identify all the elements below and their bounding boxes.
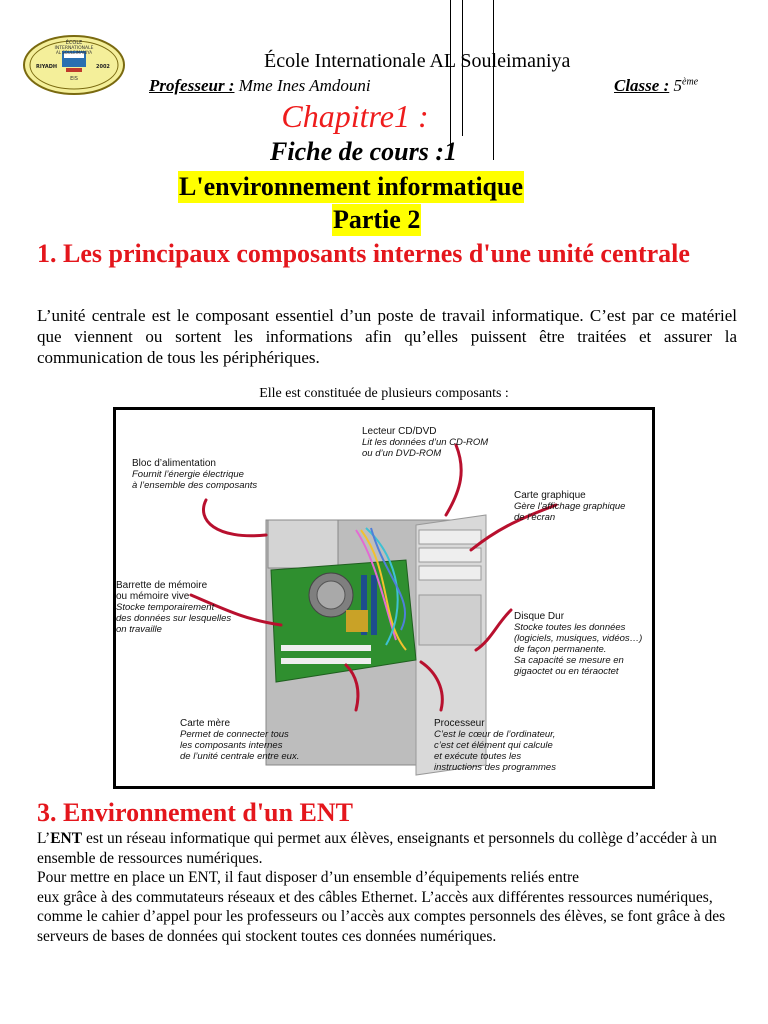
label-carte-graphique bbox=[514, 490, 625, 523]
fiche-title: Fiche de cours :1 bbox=[270, 137, 458, 166]
label-disque-line: (logiciels, musiques, vidéos…) bbox=[514, 633, 643, 644]
label-processeur-title: Processeur bbox=[434, 718, 485, 729]
label-processeur-line: et exécute toutes les bbox=[434, 751, 522, 762]
section3-ent-bold: ENT bbox=[50, 830, 83, 847]
section1-heading: 1. Les principaux composants internes d'une unité centrale bbox=[37, 239, 690, 268]
label-carte-mere-line: Permet de connecter tous bbox=[180, 729, 289, 740]
environment-title: L'environnement informatique bbox=[179, 172, 524, 201]
label-barrette-line: des données sur lesquelles bbox=[116, 613, 232, 624]
section3-line1: Pour mettre en place un ENT, il faut disposer d’un ensemble d’équipements reliés entre bbox=[37, 869, 580, 886]
label-bloc-line: à l’ensemble des composants bbox=[132, 480, 258, 491]
logo-text-5: EIS bbox=[70, 76, 78, 82]
label-barrette-line: Stocke temporairement bbox=[116, 602, 215, 613]
professor-label: Professeur : bbox=[149, 76, 235, 95]
label-barrette-line: on travaille bbox=[116, 624, 162, 635]
label-barrette-title2: ou mémoire vive bbox=[116, 591, 190, 602]
label-disque-line: de façon permanente. bbox=[514, 644, 607, 655]
label-processeur-line: instructions des programmes bbox=[434, 762, 556, 773]
label-lecteur bbox=[362, 426, 488, 459]
label-processeur-line: c’est cet élément qui calcule bbox=[434, 740, 553, 751]
label-disque-title: Disque Dur bbox=[514, 611, 565, 622]
label-carte-mere-line: de l’unité centrale entre eux. bbox=[180, 751, 300, 762]
professor-line bbox=[149, 76, 371, 96]
label-carte-mere bbox=[180, 718, 299, 762]
school-logo bbox=[22, 34, 126, 96]
section1-paragraph: L’unité centrale est le composant essentiel d’un poste de travail informatique. C’est par ce matériel que viennent ou sortent les informations afin qu’elles puissent être traitées et assurer la communication de tous les périphériques. bbox=[37, 306, 737, 367]
label-barrette-title: Barrette de mémoire bbox=[116, 580, 208, 591]
section3-intro bbox=[37, 829, 737, 868]
section3-intro-start: L’ bbox=[37, 830, 51, 847]
figure-caption: Elle est constituée de plusieurs composants : bbox=[259, 386, 509, 401]
class-value: 5 bbox=[669, 76, 682, 95]
label-carte-graphique-line: de l’écran bbox=[514, 512, 556, 523]
logo-text-4: 2002 bbox=[96, 64, 110, 70]
computer-components-figure bbox=[113, 407, 655, 789]
class-label: Classe : bbox=[614, 76, 670, 95]
label-carte-mere-line: les composants internes bbox=[180, 740, 283, 751]
frame-lines bbox=[450, 0, 494, 160]
section3-paragraph bbox=[37, 829, 737, 946]
label-processeur bbox=[434, 718, 556, 773]
section3-rest: eux grâce à des commutateurs réseaux et des câbles Ethernet. L’accès aux différentes ressources numériques, comme le cahier d’appel pour les professeurs ou l’accès aux comptes personnels des élèves, se font grâce à des serveurs de bases de données qui stockent toutes ces données numériques. bbox=[37, 888, 726, 945]
label-carte-mere-title: Carte mère bbox=[180, 718, 231, 729]
logo-text-0: ÉCOLE bbox=[65, 40, 83, 46]
label-lecteur-title: Lecteur CD/DVD bbox=[362, 426, 437, 437]
class-line bbox=[614, 76, 698, 96]
label-carte-graphique-title: Carte graphique bbox=[514, 490, 586, 501]
logo-text-3: RIYADH bbox=[36, 64, 58, 70]
label-disque-line: Stocke toutes les données bbox=[514, 622, 626, 633]
chapter-title bbox=[0, 98, 768, 135]
label-lecteur-line: ou d’un DVD-ROM bbox=[362, 448, 442, 459]
professor-name: Mme Ines Amdouni bbox=[234, 76, 371, 95]
chapter-title-text: Chapitre1 : bbox=[281, 98, 429, 134]
school-name: École Internationale AL Souleimaniya bbox=[264, 50, 571, 72]
part-title: Partie 2 bbox=[333, 205, 421, 234]
label-lecteur-line: Lit les données d’un CD-ROM bbox=[362, 437, 489, 448]
logo-text-2: AL SOULEIMANIYA bbox=[55, 50, 93, 55]
label-bloc-title: Bloc d’alimentation bbox=[132, 458, 216, 469]
label-bloc bbox=[132, 458, 257, 491]
label-disque-line: gigaoctet ou en téraoctet bbox=[514, 666, 619, 677]
label-disque bbox=[514, 611, 642, 677]
label-bloc-line: Fournit l’énergie électrique bbox=[132, 469, 244, 480]
logo-text-1: INTERNATIONALE bbox=[54, 46, 94, 51]
label-carte-graphique-line: Gère l’affichage graphique bbox=[514, 501, 626, 512]
section3-heading: 3. Environnement d'un ENT bbox=[37, 798, 353, 827]
label-disque-line: Sa capacité se mesure en bbox=[514, 655, 624, 666]
class-sup: ème bbox=[682, 76, 699, 88]
label-barrette bbox=[116, 580, 231, 635]
section3-intro-rest: est un réseau informatique qui permet aux élèves, enseignants et personnels du collège d’accéder à un ensemble de ressources numériques. bbox=[37, 830, 717, 867]
label-processeur-line: C’est le cœur de l’ordinateur, bbox=[434, 729, 556, 740]
